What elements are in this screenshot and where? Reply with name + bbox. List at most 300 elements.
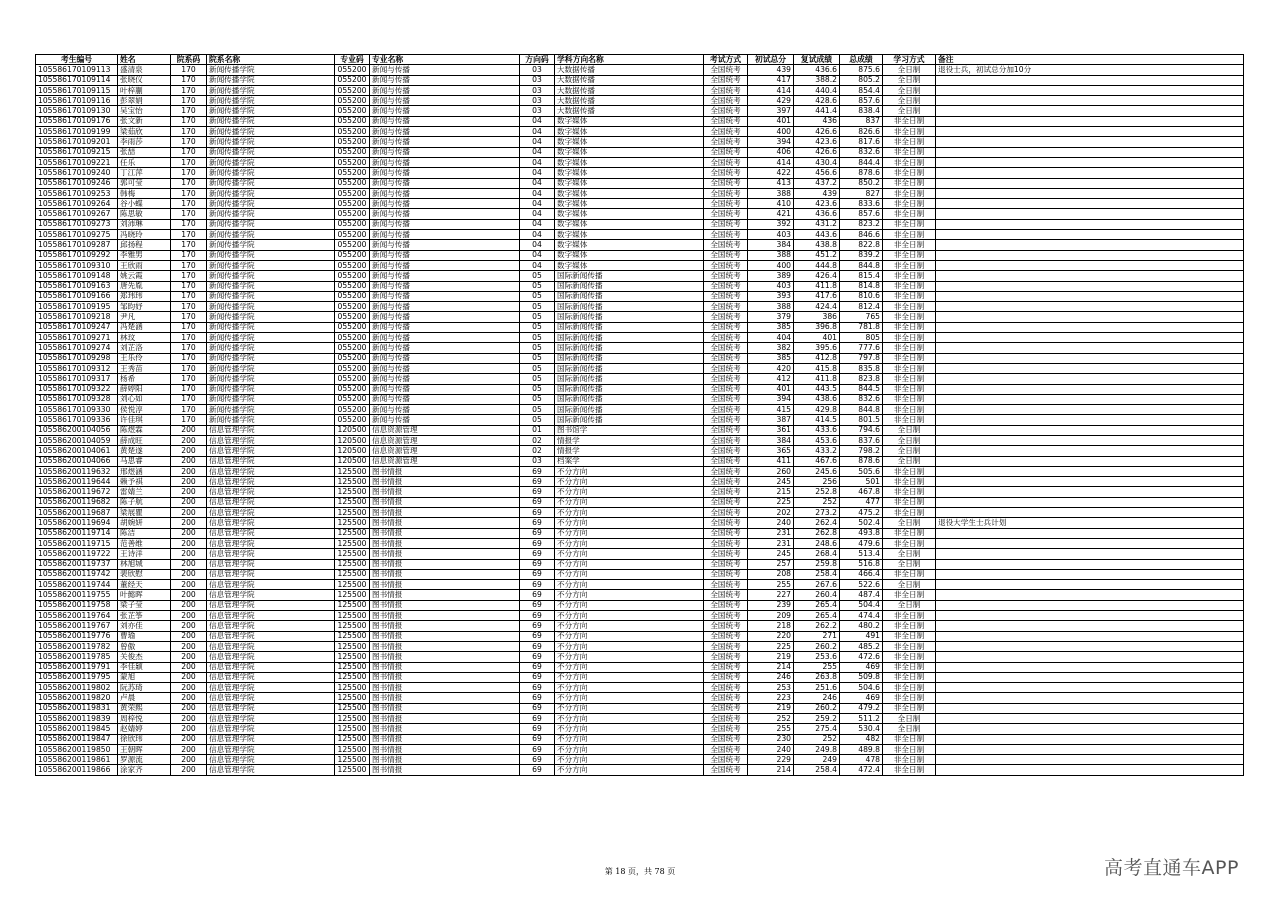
- cell-total-score: 479.6: [840, 538, 883, 548]
- table-row: [36, 765, 1244, 775]
- cell-dept-code: 170: [171, 178, 207, 188]
- cell-dept-name: 信息管理学院: [207, 497, 335, 507]
- cell-remarks: [936, 394, 1244, 404]
- table-row: [36, 75, 1244, 85]
- cell-major-name: 图书情报: [370, 508, 520, 518]
- cell-retest-score: 258.4: [794, 765, 840, 775]
- cell-direction-code: 69: [520, 672, 555, 682]
- cell-candidate-id: 105586200119776: [36, 631, 118, 641]
- cell-major-code: 125500: [335, 497, 370, 507]
- header-major-name: 专业名称: [370, 55, 520, 65]
- cell-dept-code: 200: [171, 518, 207, 528]
- cell-major-code: 055200: [335, 374, 370, 384]
- cell-study-mode: 非全日制: [883, 312, 936, 322]
- cell-remarks: [936, 199, 1244, 209]
- table-row: [36, 508, 1244, 518]
- cell-name: 王欣雨: [118, 260, 171, 270]
- cell-exam-type: 全国统考: [704, 559, 748, 569]
- cell-total-score: 844.8: [840, 260, 883, 270]
- cell-name: 郑玮玮: [118, 291, 171, 301]
- cell-major-code: 055200: [335, 271, 370, 281]
- cell-total-score: 479.2: [840, 703, 883, 713]
- cell-remarks: [936, 528, 1244, 538]
- cell-retest-score: 467.6: [794, 456, 840, 466]
- cell-major-code: 055200: [335, 199, 370, 209]
- cell-direction-name: 数字媒体: [555, 260, 704, 270]
- cell-direction-code: 05: [520, 312, 555, 322]
- cell-candidate-id: 105586200104059: [36, 435, 118, 445]
- cell-major-name: 新闻与传播: [370, 209, 520, 219]
- cell-major-code: 055200: [335, 394, 370, 404]
- table-row: [36, 528, 1244, 538]
- cell-retest-score: 441.4: [794, 106, 840, 116]
- cell-total-score: 466.4: [840, 569, 883, 579]
- cell-dept-name: 新闻传播学院: [207, 281, 335, 291]
- cell-dept-name: 信息管理学院: [207, 652, 335, 662]
- cell-dept-name: 新闻传播学院: [207, 312, 335, 322]
- cell-major-name: 新闻与传播: [370, 137, 520, 147]
- cell-major-name: 图书情报: [370, 683, 520, 693]
- cell-direction-name: 不分方向: [555, 621, 704, 631]
- cell-dept-name: 新闻传播学院: [207, 65, 335, 75]
- cell-exam-type: 全国统考: [704, 209, 748, 219]
- cell-total-score: 857.6: [840, 209, 883, 219]
- cell-major-code: 125500: [335, 538, 370, 548]
- cell-candidate-id: 105586200104066: [36, 456, 118, 466]
- cell-remarks: [936, 363, 1244, 373]
- cell-study-mode: 非全日制: [883, 394, 936, 404]
- table-row: [36, 703, 1244, 713]
- cell-major-code: 055200: [335, 384, 370, 394]
- cell-initial-score: 379: [748, 312, 794, 322]
- cell-candidate-id: 105586200119767: [36, 621, 118, 631]
- cell-study-mode: 非全日制: [883, 353, 936, 363]
- cell-initial-score: 361: [748, 425, 794, 435]
- cell-dept-name: 信息管理学院: [207, 590, 335, 600]
- cell-initial-score: 240: [748, 518, 794, 528]
- cell-dept-name: 信息管理学院: [207, 559, 335, 569]
- cell-remarks: [936, 168, 1244, 178]
- cell-initial-score: 393: [748, 291, 794, 301]
- cell-initial-score: 406: [748, 147, 794, 157]
- cell-initial-score: 215: [748, 487, 794, 497]
- table-header-row: [36, 55, 1244, 65]
- cell-total-score: 801.5: [840, 415, 883, 425]
- cell-initial-score: 388: [748, 302, 794, 312]
- cell-remarks: [936, 487, 1244, 497]
- cell-name: 王朝晖: [118, 744, 171, 754]
- cell-major-code: 055200: [335, 219, 370, 229]
- cell-direction-code: 69: [520, 744, 555, 754]
- cell-dept-code: 200: [171, 497, 207, 507]
- cell-candidate-id: 105586170109113: [36, 65, 118, 75]
- cell-name: 唐先胤: [118, 281, 171, 291]
- cell-dept-name: 新闻传播学院: [207, 147, 335, 157]
- cell-name: 刘亦佳: [118, 621, 171, 631]
- cell-major-name: 新闻与传播: [370, 250, 520, 260]
- cell-dept-name: 信息管理学院: [207, 580, 335, 590]
- table-row: [36, 590, 1244, 600]
- cell-dept-name: 信息管理学院: [207, 611, 335, 621]
- cell-exam-type: 全国统考: [704, 291, 748, 301]
- cell-study-mode: 非全日制: [883, 693, 936, 703]
- cell-dept-name: 新闻传播学院: [207, 405, 335, 415]
- cell-direction-code: 69: [520, 734, 555, 744]
- table-row: [36, 538, 1244, 548]
- cell-dept-code: 200: [171, 744, 207, 754]
- cell-name: 张芷筝: [118, 611, 171, 621]
- cell-name: 曹瑜: [118, 631, 171, 641]
- cell-direction-code: 69: [520, 641, 555, 651]
- cell-study-mode: 非全日制: [883, 291, 936, 301]
- cell-exam-type: 全国统考: [704, 641, 748, 651]
- cell-direction-code: 02: [520, 446, 555, 456]
- cell-name: 黄楚遂: [118, 446, 171, 456]
- cell-name: 裴欣慰: [118, 569, 171, 579]
- cell-total-score: 833.6: [840, 199, 883, 209]
- cell-dept-name: 信息管理学院: [207, 456, 335, 466]
- table-row: [36, 405, 1244, 415]
- table-row: [36, 219, 1244, 229]
- cell-candidate-id: 105586200119755: [36, 590, 118, 600]
- cell-dept-code: 200: [171, 683, 207, 693]
- cell-study-mode: 非全日制: [883, 641, 936, 651]
- cell-remarks: [936, 240, 1244, 250]
- cell-study-mode: 非全日制: [883, 755, 936, 765]
- cell-candidate-id: 105586170109195: [36, 302, 118, 312]
- cell-major-name: 新闻与传播: [370, 147, 520, 157]
- cell-candidate-id: 105586200119758: [36, 600, 118, 610]
- cell-major-code: 055200: [335, 333, 370, 343]
- cell-dept-code: 170: [171, 260, 207, 270]
- cell-retest-score: 246: [794, 693, 840, 703]
- table-row: [36, 322, 1244, 332]
- cell-initial-score: 231: [748, 528, 794, 538]
- header-candidate-id: 考生编号: [36, 55, 118, 65]
- cell-major-name: 图书情报: [370, 755, 520, 765]
- cell-total-score: 857.6: [840, 96, 883, 106]
- cell-remarks: [936, 508, 1244, 518]
- cell-remarks: [936, 147, 1244, 157]
- cell-direction-name: 不分方向: [555, 497, 704, 507]
- cell-major-code: 125500: [335, 580, 370, 590]
- cell-name: 梁子莹: [118, 600, 171, 610]
- cell-remarks: [936, 549, 1244, 559]
- cell-direction-name: 不分方向: [555, 683, 704, 693]
- cell-initial-score: 422: [748, 168, 794, 178]
- cell-direction-code: 03: [520, 85, 555, 95]
- cell-initial-score: 384: [748, 240, 794, 250]
- cell-total-score: 822.8: [840, 240, 883, 250]
- cell-initial-score: 225: [748, 497, 794, 507]
- cell-dept-code: 200: [171, 652, 207, 662]
- cell-exam-type: 全国统考: [704, 446, 748, 456]
- cell-major-name: 新闻与传播: [370, 188, 520, 198]
- cell-total-score: 522.6: [840, 580, 883, 590]
- cell-initial-score: 411: [748, 456, 794, 466]
- cell-candidate-id: 105586200119715: [36, 538, 118, 548]
- cell-remarks: [936, 209, 1244, 219]
- cell-direction-code: 05: [520, 363, 555, 373]
- cell-dept-code: 170: [171, 188, 207, 198]
- cell-dept-name: 新闻传播学院: [207, 106, 335, 116]
- cell-direction-name: 国际新闻传播: [555, 405, 704, 415]
- cell-direction-code: 05: [520, 415, 555, 425]
- cell-direction-name: 数字媒体: [555, 127, 704, 137]
- cell-initial-score: 421: [748, 209, 794, 219]
- cell-major-code: 055200: [335, 168, 370, 178]
- cell-study-mode: 非全日制: [883, 137, 936, 147]
- cell-direction-code: 69: [520, 559, 555, 569]
- cell-direction-code: 69: [520, 683, 555, 693]
- cell-dept-name: 信息管理学院: [207, 765, 335, 775]
- cell-initial-score: 239: [748, 600, 794, 610]
- cell-initial-score: 225: [748, 641, 794, 651]
- cell-direction-code: 69: [520, 714, 555, 724]
- cell-dept-code: 200: [171, 487, 207, 497]
- cell-name: 冯晓玲: [118, 230, 171, 240]
- cell-study-mode: 非全日制: [883, 147, 936, 157]
- cell-initial-score: 220: [748, 631, 794, 641]
- cell-name: 梁茹欣: [118, 127, 171, 137]
- cell-exam-type: 全国统考: [704, 652, 748, 662]
- table-row: [36, 559, 1244, 569]
- cell-exam-type: 全国统考: [704, 466, 748, 476]
- cell-study-mode: 全日制: [883, 75, 936, 85]
- cell-name: 陈思敏: [118, 209, 171, 219]
- cell-remarks: [936, 96, 1244, 106]
- table-row: [36, 734, 1244, 744]
- cell-remarks: [936, 683, 1244, 693]
- cell-total-score: 480.2: [840, 621, 883, 631]
- cell-initial-score: 365: [748, 446, 794, 456]
- cell-dept-code: 170: [171, 168, 207, 178]
- cell-dept-code: 170: [171, 302, 207, 312]
- cell-initial-score: 429: [748, 96, 794, 106]
- cell-retest-score: 395.6: [794, 343, 840, 353]
- cell-remarks: [936, 312, 1244, 322]
- table-row: [36, 374, 1244, 384]
- cell-study-mode: 非全日制: [883, 631, 936, 641]
- cell-retest-score: 255: [794, 662, 840, 672]
- cell-direction-code: 69: [520, 755, 555, 765]
- cell-dept-code: 200: [171, 508, 207, 518]
- cell-major-name: 图书情报: [370, 734, 520, 744]
- cell-direction-code: 04: [520, 230, 555, 240]
- cell-study-mode: 非全日制: [883, 590, 936, 600]
- cell-retest-score: 251.6: [794, 683, 840, 693]
- cell-direction-name: 不分方向: [555, 744, 704, 754]
- cell-dept-name: 新闻传播学院: [207, 116, 335, 126]
- cell-remarks: [936, 75, 1244, 85]
- cell-name: 尹凡: [118, 312, 171, 322]
- cell-name: 王乐伶: [118, 353, 171, 363]
- cell-major-name: 新闻与传播: [370, 75, 520, 85]
- cell-major-code: 055200: [335, 363, 370, 373]
- cell-major-name: 新闻与传播: [370, 230, 520, 240]
- cell-candidate-id: 105586170109312: [36, 363, 118, 373]
- cell-major-name: 图书情报: [370, 765, 520, 775]
- cell-remarks: [936, 291, 1244, 301]
- cell-study-mode: 全日制: [883, 600, 936, 610]
- cell-dept-name: 信息管理学院: [207, 435, 335, 445]
- cell-direction-code: 05: [520, 291, 555, 301]
- cell-dept-code: 170: [171, 250, 207, 260]
- cell-dept-code: 170: [171, 240, 207, 250]
- cell-candidate-id: 105586200119737: [36, 559, 118, 569]
- cell-exam-type: 全国统考: [704, 477, 748, 487]
- cell-remarks: [936, 302, 1244, 312]
- cell-exam-type: 全国统考: [704, 188, 748, 198]
- cell-direction-name: 不分方向: [555, 549, 704, 559]
- cell-remarks: [936, 425, 1244, 435]
- cell-candidate-id: 105586200119672: [36, 487, 118, 497]
- header-initial-score: 初试总分: [748, 55, 794, 65]
- cell-major-code: 125500: [335, 528, 370, 538]
- cell-name: 陈煜霖: [118, 425, 171, 435]
- cell-study-mode: 非全日制: [883, 240, 936, 250]
- cell-dept-name: 新闻传播学院: [207, 96, 335, 106]
- table-row: [36, 312, 1244, 322]
- cell-exam-type: 全国统考: [704, 683, 748, 693]
- cell-direction-name: 不分方向: [555, 580, 704, 590]
- cell-major-code: 125500: [335, 621, 370, 631]
- cell-candidate-id: 105586200119795: [36, 672, 118, 682]
- cell-major-name: 新闻与传播: [370, 374, 520, 384]
- cell-candidate-id: 105586170109330: [36, 405, 118, 415]
- table-row: [36, 65, 1244, 75]
- cell-remarks: 退役士兵，初试总分加10分: [936, 65, 1244, 75]
- cell-direction-name: 不分方向: [555, 569, 704, 579]
- cell-exam-type: 全国统考: [704, 538, 748, 548]
- cell-name: 董经天: [118, 580, 171, 590]
- cell-exam-type: 全国统考: [704, 374, 748, 384]
- cell-dept-name: 新闻传播学院: [207, 415, 335, 425]
- cell-major-name: 图书情报: [370, 580, 520, 590]
- cell-major-name: 新闻与传播: [370, 322, 520, 332]
- cell-direction-name: 大数据传播: [555, 96, 704, 106]
- cell-major-name: 图书情报: [370, 693, 520, 703]
- cell-dept-code: 170: [171, 384, 207, 394]
- cell-major-code: 120500: [335, 456, 370, 466]
- cell-major-code: 125500: [335, 765, 370, 775]
- cell-exam-type: 全国统考: [704, 580, 748, 590]
- cell-retest-score: 426.4: [794, 271, 840, 281]
- cell-major-code: 055200: [335, 65, 370, 75]
- cell-exam-type: 全国统考: [704, 96, 748, 106]
- cell-candidate-id: 105586170109215: [36, 147, 118, 157]
- cell-candidate-id: 105586170109273: [36, 219, 118, 229]
- cell-direction-name: 不分方向: [555, 724, 704, 734]
- cell-retest-score: 440.4: [794, 85, 840, 95]
- cell-total-score: 815.4: [840, 271, 883, 281]
- cell-remarks: [936, 569, 1244, 579]
- cell-direction-code: 04: [520, 168, 555, 178]
- cell-direction-name: 不分方向: [555, 600, 704, 610]
- cell-candidate-id: 105586170109253: [36, 188, 118, 198]
- cell-major-code: 055200: [335, 157, 370, 167]
- cell-remarks: [936, 137, 1244, 147]
- cell-major-code: 055200: [335, 302, 370, 312]
- cell-candidate-id: 105586170109116: [36, 96, 118, 106]
- table-row: [36, 127, 1244, 137]
- cell-study-mode: 非全日制: [883, 672, 936, 682]
- cell-total-score: 511.2: [840, 714, 883, 724]
- cell-major-name: 新闻与传播: [370, 405, 520, 415]
- cell-name: 陈子航: [118, 497, 171, 507]
- cell-total-score: 474.4: [840, 611, 883, 621]
- cell-dept-code: 170: [171, 281, 207, 291]
- cell-name: 雷婧兰: [118, 487, 171, 497]
- cell-direction-code: 05: [520, 353, 555, 363]
- cell-major-code: 055200: [335, 281, 370, 291]
- cell-retest-score: 260.2: [794, 641, 840, 651]
- cell-major-code: 125500: [335, 734, 370, 744]
- cell-remarks: [936, 219, 1244, 229]
- cell-direction-name: 数字媒体: [555, 199, 704, 209]
- cell-study-mode: 非全日制: [883, 219, 936, 229]
- cell-direction-name: 不分方向: [555, 641, 704, 651]
- cell-candidate-id: 105586200119694: [36, 518, 118, 528]
- cell-name: 关俊杰: [118, 652, 171, 662]
- cell-dept-name: 信息管理学院: [207, 446, 335, 456]
- cell-exam-type: 全国统考: [704, 631, 748, 641]
- cell-retest-score: 252.8: [794, 487, 840, 497]
- table-row: [36, 137, 1244, 147]
- cell-candidate-id: 105586200119632: [36, 466, 118, 476]
- cell-dept-code: 170: [171, 374, 207, 384]
- cell-candidate-id: 105586200119861: [36, 755, 118, 765]
- cell-direction-code: 69: [520, 549, 555, 559]
- cell-initial-score: 202: [748, 508, 794, 518]
- cell-candidate-id: 105586170109264: [36, 199, 118, 209]
- cell-candidate-id: 105586170109317: [36, 374, 118, 384]
- table-row: [36, 302, 1244, 312]
- cell-study-mode: 非全日制: [883, 363, 936, 373]
- cell-retest-score: 436: [794, 116, 840, 126]
- cell-remarks: 退役大学生士兵计划: [936, 518, 1244, 528]
- cell-candidate-id: 105586170109287: [36, 240, 118, 250]
- cell-direction-name: 数字媒体: [555, 250, 704, 260]
- cell-major-code: 055200: [335, 147, 370, 157]
- cell-initial-score: 382: [748, 343, 794, 353]
- cell-study-mode: 非全日制: [883, 528, 936, 538]
- cell-initial-score: 389: [748, 271, 794, 281]
- cell-dept-code: 200: [171, 549, 207, 559]
- cell-direction-name: 大数据传播: [555, 85, 704, 95]
- table-row: [36, 178, 1244, 188]
- cell-retest-score: 439: [794, 188, 840, 198]
- table-row: [36, 147, 1244, 157]
- cell-direction-name: 国际新闻传播: [555, 394, 704, 404]
- cell-candidate-id: 105586170109328: [36, 394, 118, 404]
- cell-candidate-id: 105586200119866: [36, 765, 118, 775]
- cell-major-code: 055200: [335, 405, 370, 415]
- cell-dept-name: 新闻传播学院: [207, 271, 335, 281]
- cell-name: 冯楚涵: [118, 322, 171, 332]
- cell-exam-type: 全国统考: [704, 744, 748, 754]
- header-retest-score: 复试成绩: [794, 55, 840, 65]
- cell-direction-code: 69: [520, 652, 555, 662]
- cell-retest-score: 259.2: [794, 714, 840, 724]
- cell-dept-name: 新闻传播学院: [207, 322, 335, 332]
- cell-direction-name: 不分方向: [555, 662, 704, 672]
- cell-direction-code: 05: [520, 281, 555, 291]
- cell-direction-name: 数字媒体: [555, 219, 704, 229]
- cell-direction-name: 国际新闻传播: [555, 353, 704, 363]
- cell-study-mode: 非全日制: [883, 374, 936, 384]
- cell-direction-name: 数字媒体: [555, 137, 704, 147]
